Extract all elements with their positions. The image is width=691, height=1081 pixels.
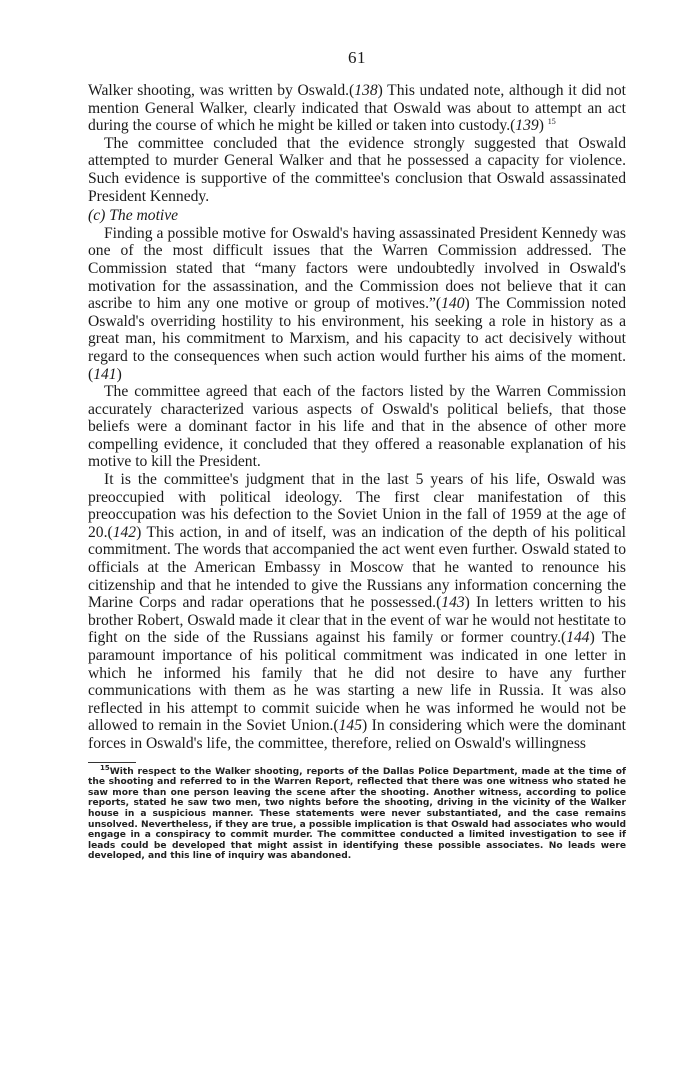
body-text <box>88 82 626 753</box>
text-run: ) <box>116 365 122 383</box>
paragraph-conclusion: The committee concluded that the evidence strongly suggested that Oswald attempted to murder General Walker and that he possessed a capacity for violence. Such evidence is supportive of the committee's conclusion that Oswald assassinated President Kennedy. <box>88 134 626 205</box>
citation: 144 <box>566 629 590 647</box>
subheading-letter: (c) <box>88 207 106 225</box>
page-number: 61 <box>348 48 366 67</box>
section-subheading <box>88 207 626 225</box>
text-run: Finding a possible motive for Oswald's having assassinated President Kennedy was one of the most difficult issues that the Warren Commission addressed. The Commission stated that “many factors were undoubtedly involved in Oswald's motivation for the assassination, and the Commission does not believe that it can ascribe to him any one motive or group of motives.”( <box>88 224 626 313</box>
citation: 142 <box>112 523 137 541</box>
citation: 138 <box>354 82 378 99</box>
citation: 139 <box>515 117 539 135</box>
citation: 143 <box>441 594 465 612</box>
text-run: ) The paramount importance of his political commitment was indicated in one letter in which he informed his family that he did not desire to have any further communications with them as he was starting a new life in Russia. It was also reflected in his attempt to commit suicide when he was informed he would not be allowed to remain in the Soviet Union.( <box>88 629 626 735</box>
citation: 145 <box>338 717 362 735</box>
paragraph-walker-note <box>88 82 626 135</box>
citation: 141 <box>93 365 117 383</box>
text-run: ) In letters written to his brother Robert, Oswald made it clear that in the event of war he would not hestitate to fight on the side of the Russians against his family or former country.( <box>88 594 626 647</box>
citation: 140 <box>441 295 465 313</box>
paragraph-committee-agreed: The committee agreed that each of the factors listed by the Warren Commission accurately characterized various aspects of Oswald's political beliefs, that those beliefs were a dominant factor in his life and that in the absence of other more compelling evidence, it concluded that they offered a reasonable explanation of his motive to kill the President. <box>88 383 626 471</box>
text-run: ) In considering which were the dominant forces in Oswald's life, the committee, therefore, relied on Oswald's willingness <box>88 717 626 752</box>
text-run: ) <box>538 117 544 135</box>
footnote-reference: 15 <box>547 117 556 126</box>
footnote <box>88 763 626 862</box>
footnote-number: 15 <box>100 763 110 772</box>
footnote-text: With respect to the Walker shooting, reports of the Dallas Police Department, made at the time of the shooting and referred to in the Warren Report, reflected that there was one witness who stated he saw more than one person leaving the scene after the shooting. Another witness, according to police reports, stated he saw two men, two nights before the shooting, driving in the vicinity of the Walker house in a suspicious manner. These statements were never substantiated, and the case remains unsolved. Nevertheless, if they are true, a possible implication is that Oswald had associates who would engage in a conspiracy to commit murder. The committee conducted a limited investigation to see if leads could be developed that might assist in identifying these possible associates. No leads were developed, and this line of inquiry was abandoned. <box>88 766 626 862</box>
text-run: ) This action, in and of itself, was an indication of the depth of his political commitment. The words that accompanied the act went even further. Oswald stated to officials at the American Embassy in Moscow that he wanted to renounce his citizenship and that he intended to give the Russians any information concerning the Marine Corps and radar operations that he possessed.( <box>88 523 626 612</box>
text-run: Walker shooting, was written by Oswald.( <box>88 82 355 99</box>
paragraph-motive-commission <box>88 225 626 383</box>
paragraph-political-ideology <box>88 471 626 753</box>
footnote-divider <box>88 762 136 763</box>
subheading-title: The motive <box>109 207 179 225</box>
text-run: ) This undated note, although it did not mention General Walker, clearly indicated that Oswald was about to attempt an act during the course of which he might be killed or taken into custody.( <box>88 82 626 135</box>
text-run: ) The Commission noted Oswald's overriding hostility to his environment, his seeking a role in history as a great man, his commitment to Marxism, and his capacity to act decisively without regard to the consequences when such action would further his aims of the moment.( <box>88 295 626 383</box>
document-page <box>88 48 626 862</box>
text-run: It is the committee's judgment that in the last 5 years of his life, Oswald was preoccupied with political ideology. The first clear manifestation of this preoccupation was his defection to the Soviet Union in the fall of 1959 at the age of 20.( <box>88 471 626 541</box>
